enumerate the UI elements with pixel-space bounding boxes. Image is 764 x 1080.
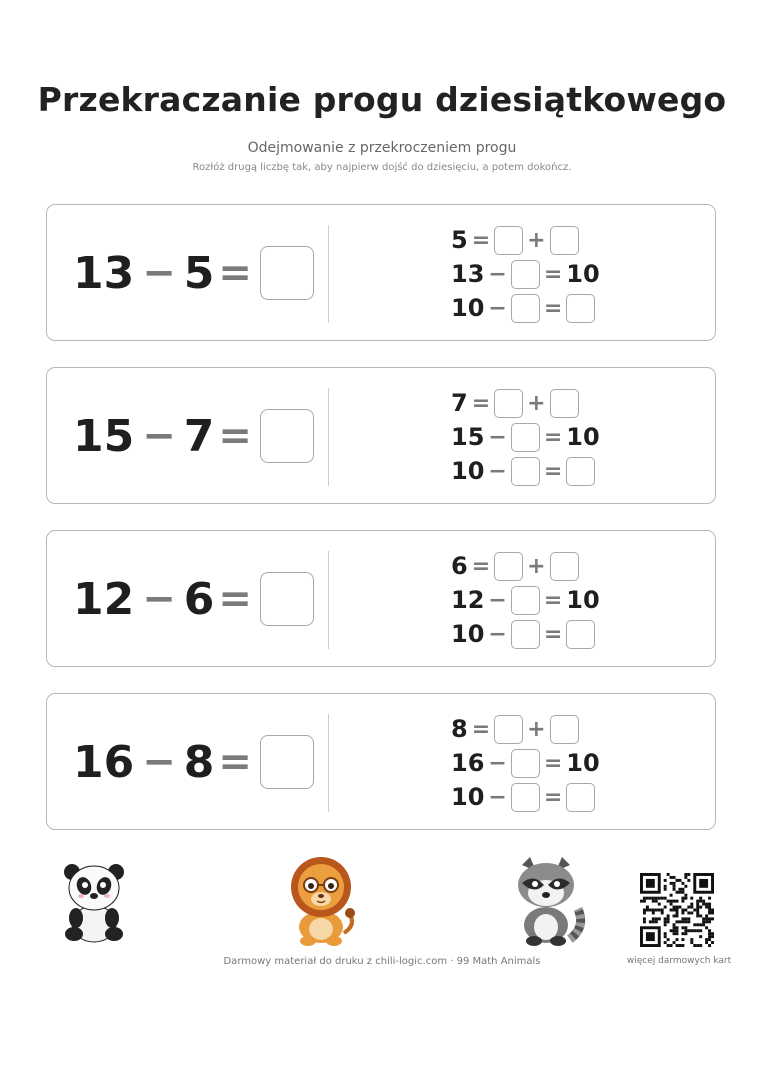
equals-sign: = (543, 458, 563, 484)
subtrahend: 6 (183, 573, 215, 625)
step-finish (451, 454, 600, 488)
minus-sign: − (142, 576, 176, 622)
equals-sign: = (543, 261, 563, 287)
minus-sign: − (488, 587, 507, 613)
answer-box[interactable] (260, 735, 314, 789)
minus-sign: − (142, 250, 176, 296)
step-split (451, 712, 600, 746)
part-one-box[interactable] (494, 715, 523, 744)
part-two-box[interactable] (550, 389, 579, 418)
main-equation (73, 734, 314, 790)
equals-sign: = (471, 227, 491, 253)
ten-value: 10 (451, 783, 485, 811)
decomposition-steps (451, 223, 600, 325)
equals-sign: = (543, 621, 563, 647)
ten-value: 10 (566, 260, 600, 288)
result-box[interactable] (566, 620, 595, 649)
raccoon-icon (508, 855, 586, 947)
problem-card-4 (46, 693, 716, 830)
minus-sign: − (488, 295, 507, 321)
subtrahend-step: 5 (451, 226, 468, 254)
rest-box[interactable] (511, 457, 540, 486)
minus-sign: − (488, 458, 507, 484)
answer-box[interactable] (260, 246, 314, 300)
minus-sign: − (488, 261, 507, 287)
ten-value: 10 (566, 749, 600, 777)
page-title: Przekraczanie progu dziesiątkowego (37, 80, 727, 119)
decomposition-steps (451, 386, 600, 488)
part-one-box[interactable] (494, 552, 523, 581)
plus-sign: + (527, 716, 546, 742)
minuend: 12 (73, 573, 135, 625)
result-box[interactable] (566, 783, 595, 812)
decomposition-steps (451, 549, 600, 651)
main-equation (73, 408, 314, 464)
to-ten-box[interactable] (511, 586, 540, 615)
main-equation (73, 245, 314, 301)
minus-sign: − (142, 739, 176, 785)
step-to-ten (451, 257, 600, 291)
ten-value: 10 (451, 457, 485, 485)
rest-box[interactable] (511, 620, 540, 649)
equals-sign: = (471, 716, 491, 742)
result-box[interactable] (566, 294, 595, 323)
subtrahend-step: 8 (451, 715, 468, 743)
rest-box[interactable] (511, 783, 540, 812)
equals-sign: = (218, 250, 252, 296)
problem-card-2 (46, 367, 716, 504)
to-ten-box[interactable] (511, 423, 540, 452)
minus-sign: − (488, 784, 507, 810)
footer-credit: Darmowy materiał do druku z chili-logic.com · 99 Math Animals (223, 956, 541, 967)
ten-value: 10 (451, 620, 485, 648)
step-to-ten (451, 583, 600, 617)
equals-sign: = (471, 390, 491, 416)
step-finish (451, 617, 600, 651)
ten-value: 10 (451, 294, 485, 322)
answer-box[interactable] (260, 572, 314, 626)
decomposition-steps (451, 712, 600, 814)
answer-box[interactable] (260, 409, 314, 463)
page-subtitle: Odejmowanie z przekroczeniem progu (247, 140, 517, 156)
card-divider (328, 551, 329, 649)
step-finish (451, 291, 600, 325)
plus-sign: + (527, 553, 546, 579)
panda-icon (58, 860, 130, 944)
instruction-text: Rozłóż drugą liczbę tak, aby najpierw dojść do dziesięciu, a potem dokończ. (192, 162, 572, 173)
equals-sign: = (218, 576, 252, 622)
problem-card-1 (46, 204, 716, 341)
part-two-box[interactable] (550, 226, 579, 255)
step-split (451, 386, 600, 420)
step-to-ten (451, 746, 600, 780)
minuend-step: 15 (451, 423, 485, 451)
minuend: 15 (73, 410, 135, 462)
card-divider (328, 714, 329, 812)
part-one-box[interactable] (494, 226, 523, 255)
qr-label: więcej darmowych kart (626, 956, 732, 966)
equals-sign: = (543, 424, 563, 450)
minus-sign: − (488, 424, 507, 450)
minuend-step: 13 (451, 260, 485, 288)
part-two-box[interactable] (550, 715, 579, 744)
qr-code-icon[interactable] (640, 873, 714, 947)
equals-sign: = (543, 750, 563, 776)
part-two-box[interactable] (550, 552, 579, 581)
card-divider (328, 225, 329, 323)
problem-card-3 (46, 530, 716, 667)
step-finish (451, 780, 600, 814)
main-equation (73, 571, 314, 627)
minuend-step: 12 (451, 586, 485, 614)
step-to-ten (451, 420, 600, 454)
ten-value: 10 (566, 586, 600, 614)
subtrahend-step: 7 (451, 389, 468, 417)
minus-sign: − (488, 750, 507, 776)
subtrahend: 5 (183, 247, 215, 299)
equals-sign: = (543, 587, 563, 613)
minuend: 13 (73, 247, 135, 299)
equals-sign: = (218, 739, 252, 785)
to-ten-box[interactable] (511, 749, 540, 778)
step-split (451, 549, 600, 583)
plus-sign: + (527, 390, 546, 416)
rest-box[interactable] (511, 294, 540, 323)
equals-sign: = (543, 784, 563, 810)
plus-sign: + (527, 227, 546, 253)
equals-sign: = (218, 413, 252, 459)
minuend-step: 16 (451, 749, 485, 777)
minus-sign: − (488, 621, 507, 647)
subtrahend-step: 6 (451, 552, 468, 580)
minuend: 16 (73, 736, 135, 788)
subtrahend: 8 (183, 736, 215, 788)
part-one-box[interactable] (494, 389, 523, 418)
equals-sign: = (471, 553, 491, 579)
ten-value: 10 (566, 423, 600, 451)
equals-sign: = (543, 295, 563, 321)
step-split (451, 223, 600, 257)
to-ten-box[interactable] (511, 260, 540, 289)
minus-sign: − (142, 413, 176, 459)
lion-icon (286, 855, 356, 947)
result-box[interactable] (566, 457, 595, 486)
subtrahend: 7 (183, 410, 215, 462)
card-divider (328, 388, 329, 486)
